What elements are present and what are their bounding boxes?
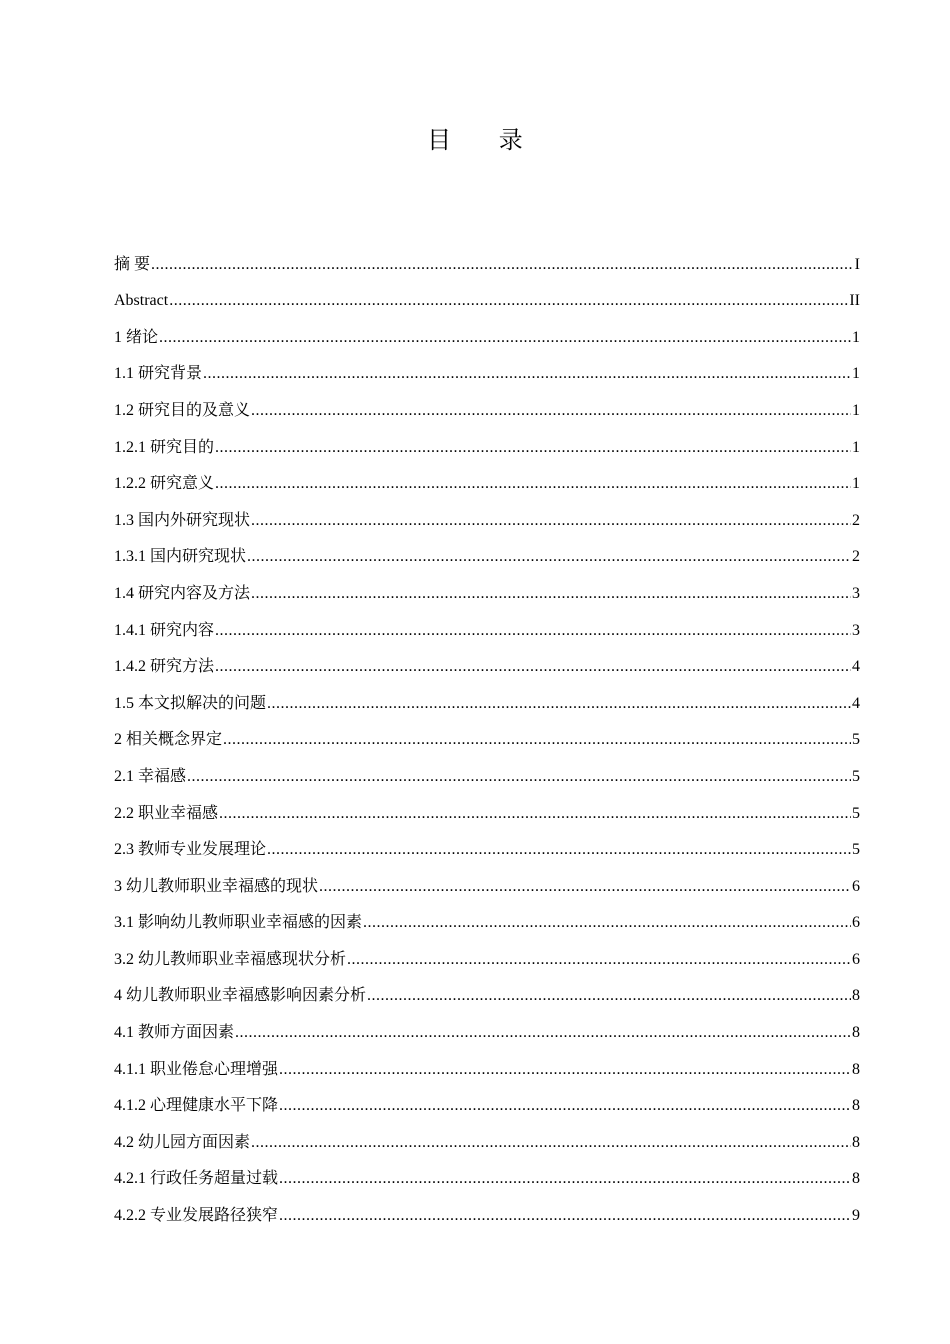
toc-entry-page-number: 3 [852,584,860,602]
dot-leader [151,255,854,275]
toc-entry[interactable] [114,897,860,934]
toc-entry-page-number: 2 [852,548,860,566]
dot-leader [251,401,851,421]
toc-entry[interactable] [114,750,860,787]
toc-entry-page-number: 1 [852,438,860,456]
dot-leader [251,584,851,604]
toc-entry-page-number: 6 [852,914,860,932]
dot-leader [215,621,851,641]
toc-entry-page-number: 8 [852,1170,860,1188]
toc-entry[interactable] [114,1116,860,1153]
dot-leader [169,291,848,311]
toc-entry-page-number: 8 [852,1133,860,1151]
toc-entry-page-number: 5 [852,731,860,749]
toc-entry-label: 4 幼儿教师职业幸福感影响因素分析 [114,987,367,1005]
dot-leader [215,474,851,494]
toc-entry-label: 2.3 教师专业发展理论 [114,841,267,859]
toc-entry[interactable] [114,1006,860,1043]
dot-leader [223,730,851,750]
toc-entry[interactable] [114,714,860,751]
toc-entry-label: 1.4.2 研究方法 [114,658,215,676]
toc-entry-label: 1.4 研究内容及方法 [114,584,251,602]
toc-entry[interactable] [114,787,860,824]
toc-entry[interactable] [114,824,860,861]
toc-entry-label: 1.2 研究目的及意义 [114,401,251,419]
toc-entry[interactable] [114,238,860,275]
toc-entry[interactable] [114,567,860,604]
toc-entry[interactable] [114,384,860,421]
toc-entry-page-number: 1 [852,401,860,419]
toc-entry-page-number: 5 [852,841,860,859]
toc-entry[interactable] [114,677,860,714]
toc-entry-page-number: 8 [852,987,860,1005]
toc-entry-page-number: 8 [852,1060,860,1078]
dot-leader [219,804,851,824]
toc-entry-label: 2.1 幸福感 [114,767,187,785]
toc-entry-label: 1 绪论 [114,328,159,346]
toc-entry-label: 4.1.2 心理健康水平下降 [114,1097,279,1115]
toc-entry[interactable] [114,348,860,385]
toc-entry-label: 摘 要 [114,255,151,273]
dot-leader [319,877,851,897]
toc-entry[interactable] [114,275,860,312]
toc-entry[interactable] [114,1080,860,1117]
toc-entry-label: 3 幼儿教师职业幸福感的现状 [114,877,319,895]
dot-leader [279,1060,851,1080]
toc-entry-label: 3.2 幼儿教师职业幸福感现状分析 [114,950,347,968]
dot-leader [279,1169,851,1189]
toc-entry-page-number: 8 [852,1097,860,1115]
dot-leader [247,547,851,567]
dot-leader [251,1133,851,1153]
toc-entry-page-number: 6 [852,877,860,895]
dot-leader [367,986,851,1006]
toc-entry-page-number: II [849,292,860,310]
dot-leader [279,1206,851,1226]
toc-entry-page-number: 1 [852,475,860,493]
toc-entry-page-number: 1 [852,365,860,383]
toc-entry-label: 1.2.1 研究目的 [114,438,215,456]
toc-entry[interactable] [114,641,860,678]
toc-entry-page-number: 4 [852,658,860,676]
toc-entry-label: 4.2 幼儿园方面因素 [114,1133,251,1151]
toc-entry-page-number: 9 [852,1207,860,1225]
toc-entry-page-number: 1 [852,328,860,346]
toc-entry-page-number: 5 [852,804,860,822]
toc-entry[interactable] [114,1189,860,1226]
dot-leader [347,950,851,970]
toc-entry[interactable] [114,458,860,495]
toc-entry-label: 1.2.2 研究意义 [114,475,215,493]
toc-entry[interactable] [114,933,860,970]
dot-leader [187,767,851,787]
toc-entry[interactable] [114,1043,860,1080]
toc-entry-label: 1.5 本文拟解决的问题 [114,694,267,712]
toc-entry-label: 2 相关概念界定 [114,731,223,749]
toc-entry-page-number: 4 [852,694,860,712]
toc-entry-label: 2.2 职业幸福感 [114,804,219,822]
toc-entry-page-number: 2 [852,511,860,529]
dot-leader [215,657,851,677]
toc-entry[interactable] [114,531,860,568]
dot-leader [363,913,851,933]
toc-entry-label: 1.3 国内外研究现状 [114,511,251,529]
toc-entry-label: 4.2.2 专业发展路径狭窄 [114,1207,279,1225]
toc-entry[interactable] [114,494,860,531]
dot-leader [215,438,851,458]
toc-entry-page-number: I [854,255,860,273]
toc-list [114,238,860,1226]
dot-leader [251,511,851,531]
toc-entry-page-number: 3 [852,621,860,639]
toc-entry-page-number: 5 [852,767,860,785]
dot-leader [267,694,851,714]
toc-entry-page-number: 8 [852,1024,860,1042]
toc-entry-page-number: 6 [852,950,860,968]
toc-entry-label: 4.1.1 职业倦怠心理增强 [114,1060,279,1078]
dot-leader [235,1023,851,1043]
toc-entry-label: 4.1 教师方面因素 [114,1024,235,1042]
toc-title: 目 录 [427,126,543,154]
toc-entry[interactable] [114,311,860,348]
toc-entry-label: 1.4.1 研究内容 [114,621,215,639]
dot-leader [203,364,851,384]
toc-entry[interactable] [114,860,860,897]
toc-entry[interactable] [114,1153,860,1190]
toc-entry-label: Abstract [114,292,169,310]
dot-leader [267,840,851,860]
dot-leader [279,1096,851,1116]
toc-entry-label: 3.1 影响幼儿教师职业幸福感的因素 [114,914,363,932]
toc-entry[interactable] [114,970,860,1007]
toc-entry-label: 4.2.1 行政任务超量过载 [114,1170,279,1188]
dot-leader [159,328,851,348]
toc-entry[interactable] [114,421,860,458]
toc-entry[interactable] [114,604,860,641]
toc-entry-label: 1.3.1 国内研究现状 [114,548,247,566]
toc-entry-label: 1.1 研究背景 [114,365,203,383]
